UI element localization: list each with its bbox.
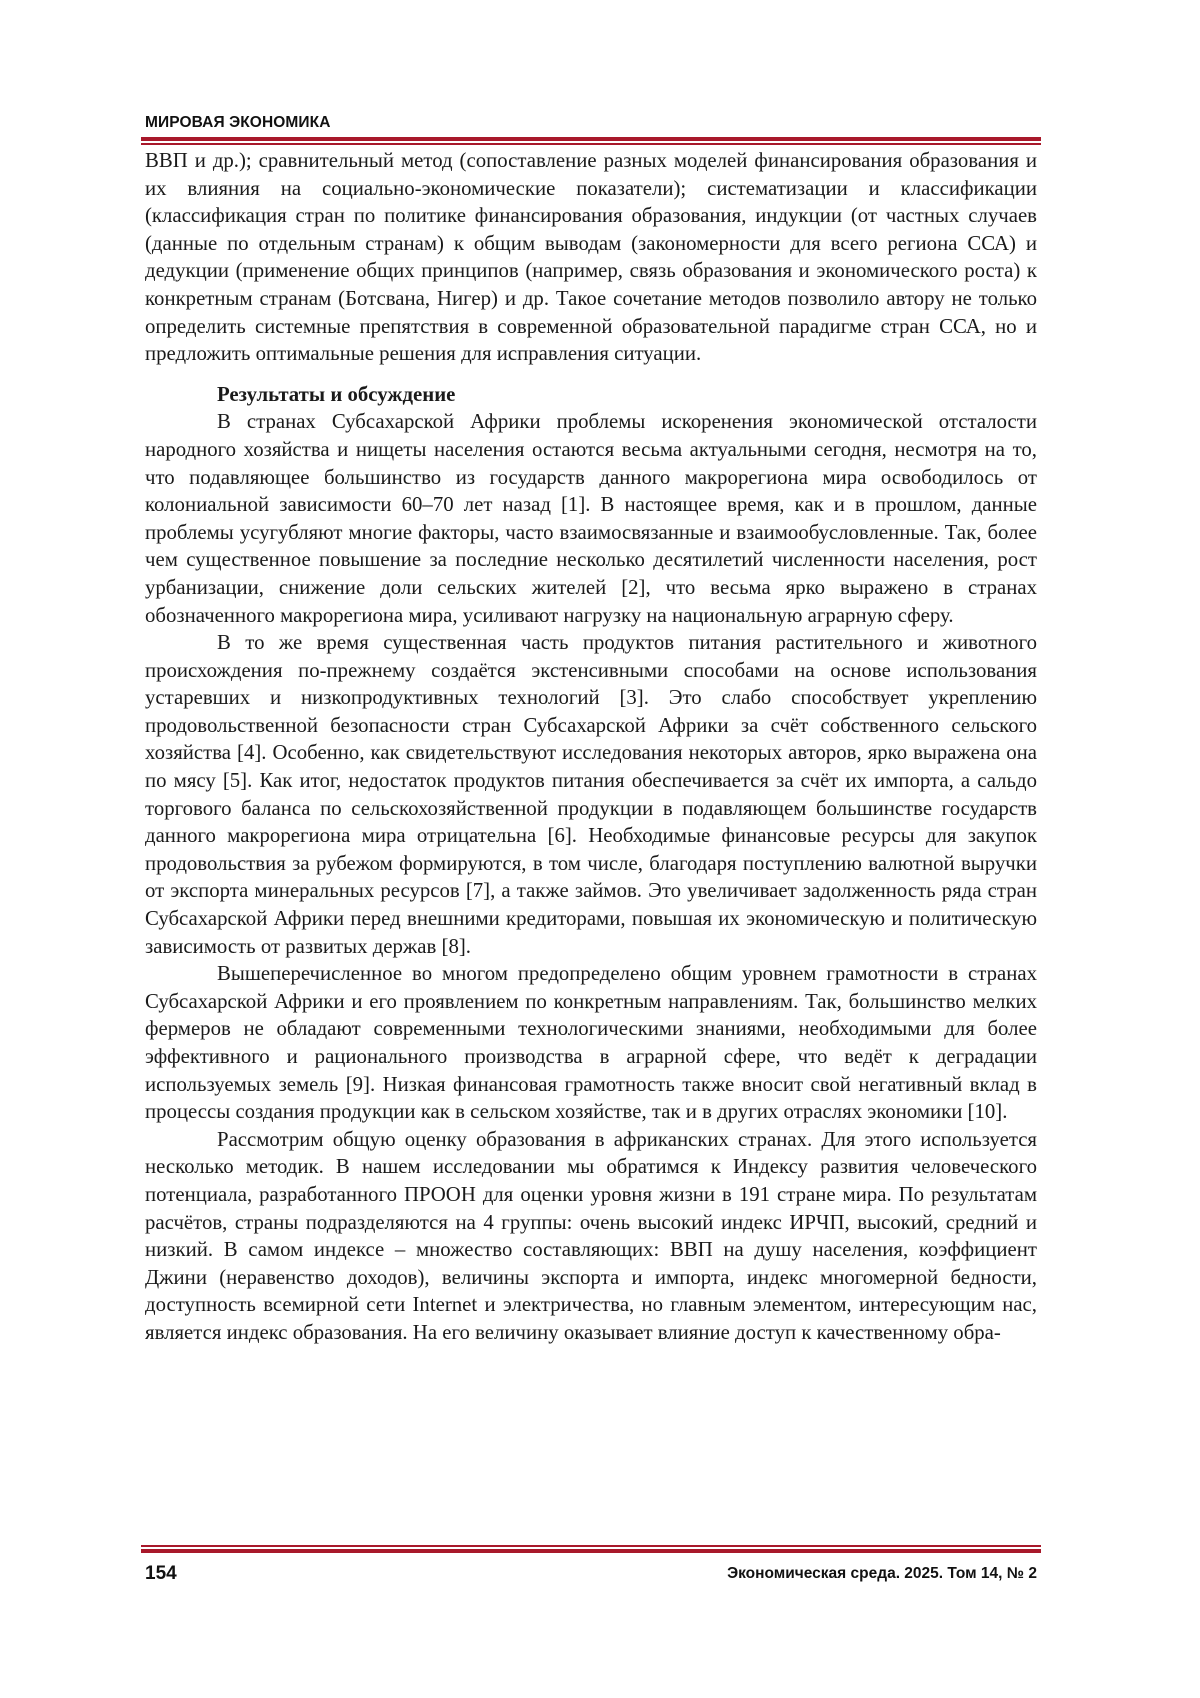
- paragraph-results-2: В то же время существенная часть продуктов питания растительного и животного происхождения по-прежнему создаётся экстенсивными способами на основе использования устаревших и низкопродуктивных технологий [3]. Это слабо способствует укреплению продовольственной безопасности стран Субсахарской Африки за счёт собственного сельского хозяйства [4]. Особенно, как свидетельствуют исследования некоторых авторов, ярко выражена она по мясу [5]. Как итог, недостаток продуктов питания обеспечивается за счёт их импорта, а сальдо торгового баланса по сельскохозяйственной продукции в подавляющем большинстве государств данного макрорегиона мира отрицательна [6]. Необходимые финансовые ресурсы для закупок продовольствия за рубежом формируются, в том числе, благодаря поступлению валютной выручки от экспорта минеральных ресурсов [7], а также займов. Это увеличивает задолженность ряда стран Субсахарской Африки перед внешними кредиторами, повышая их экономическую и политическую зависимость от развитых держав [8].: [145, 629, 1037, 960]
- running-header-section: МИРОВАЯ ЭКОНОМИКА: [145, 114, 331, 132]
- header-rule-thick: [141, 137, 1041, 141]
- paragraph-results-4: Рассмотрим общую оценку образования в африканских странах. Для этого используется несколько методик. В нашем исследовании мы обратимся к Индексу развития человеческого потенциала, разработанного ПРООН для оценки уровня жизни в 191 стране мира. По результатам расчётов, страны подразделяются на 4 группы: очень высокий индекс ИРЧП, высокий, средний и низкий. В самом индексе – множество составляющих: ВВП на душу населения, коэффициент Джини (неравенство доходов), величины экспорта и импорта, индекс многомерной бедности, доступность всемирной сети Internet и электричества, но главным элементом, интересующим нас, является индекс образования. На его величину оказывает влияние доступ к качественному обра-: [145, 1126, 1037, 1347]
- section-heading-results: Результаты и обсуждение: [145, 381, 1037, 409]
- page-number: 154: [145, 1563, 177, 1585]
- paragraph-methods-continued: ВВП и др.); сравнительный метод (сопоставление разных моделей финансирования образования и их влияния на социально-экономические показатели); систематизации и классификации (классификация стран по политике финансирования образования, индукции (от частных случаев (данные по отдельным странам) к общим выводам (закономерности для всего региона ССА) и дедукции (применение общих принципов (например, связь образования и экономического роста) к конкретным странам (Ботсвана, Нигер) и др. Такое сочетание методов позволило автору не только определить системные препятствия в современной образовательной парадигме стран ССА, но и предложить оптимальные решения для исправления ситуации.: [145, 147, 1037, 368]
- header-rule-thin: [141, 143, 1041, 145]
- footer-rule-thin: [141, 1545, 1041, 1547]
- article-body: [145, 147, 1037, 1347]
- paragraph-results-1: В странах Субсахарской Африки проблемы искоренения экономической отсталости народного хозяйства и нищеты населения остаются весьма актуальными сегодня, несмотря на то, что подавляющее большинство из государств данного макрорегиона мира освободилось от колониальной зависимости 60–70 лет назад [1]. В настоящее время, как и в прошлом, данные проблемы усугубляют многие факторы, часто взаимосвязанные и взаимообусловленные. Так, более чем существенное повышение за последние несколько десятилетий численности населения, рост урбанизации, снижение доли сельских жителей [2], что весьма ярко выражено в странах обозначенного макрорегиона мира, усиливают нагрузку на национальную аграрную сферу.: [145, 408, 1037, 629]
- journal-citation: Экономическая среда. 2025. Том 14, № 2: [727, 1565, 1037, 1583]
- footer-rule-thick: [141, 1549, 1041, 1553]
- paragraph-results-3: Вышеперечисленное во многом предопределено общим уровнем грамотности в странах Субсахарской Африки и его проявлением по конкретным направлениям. Так, большинство мелких фермеров не обладают современными технологическими знаниями, необходимыми для более эффективного и рационального производства в аграрной сфере, что ведёт к деградации используемых земель [9]. Низкая финансовая грамотность также вносит свой негативный вклад в процессы создания продукции как в сельском хозяйстве, так и в других отраслях экономики [10].: [145, 960, 1037, 1126]
